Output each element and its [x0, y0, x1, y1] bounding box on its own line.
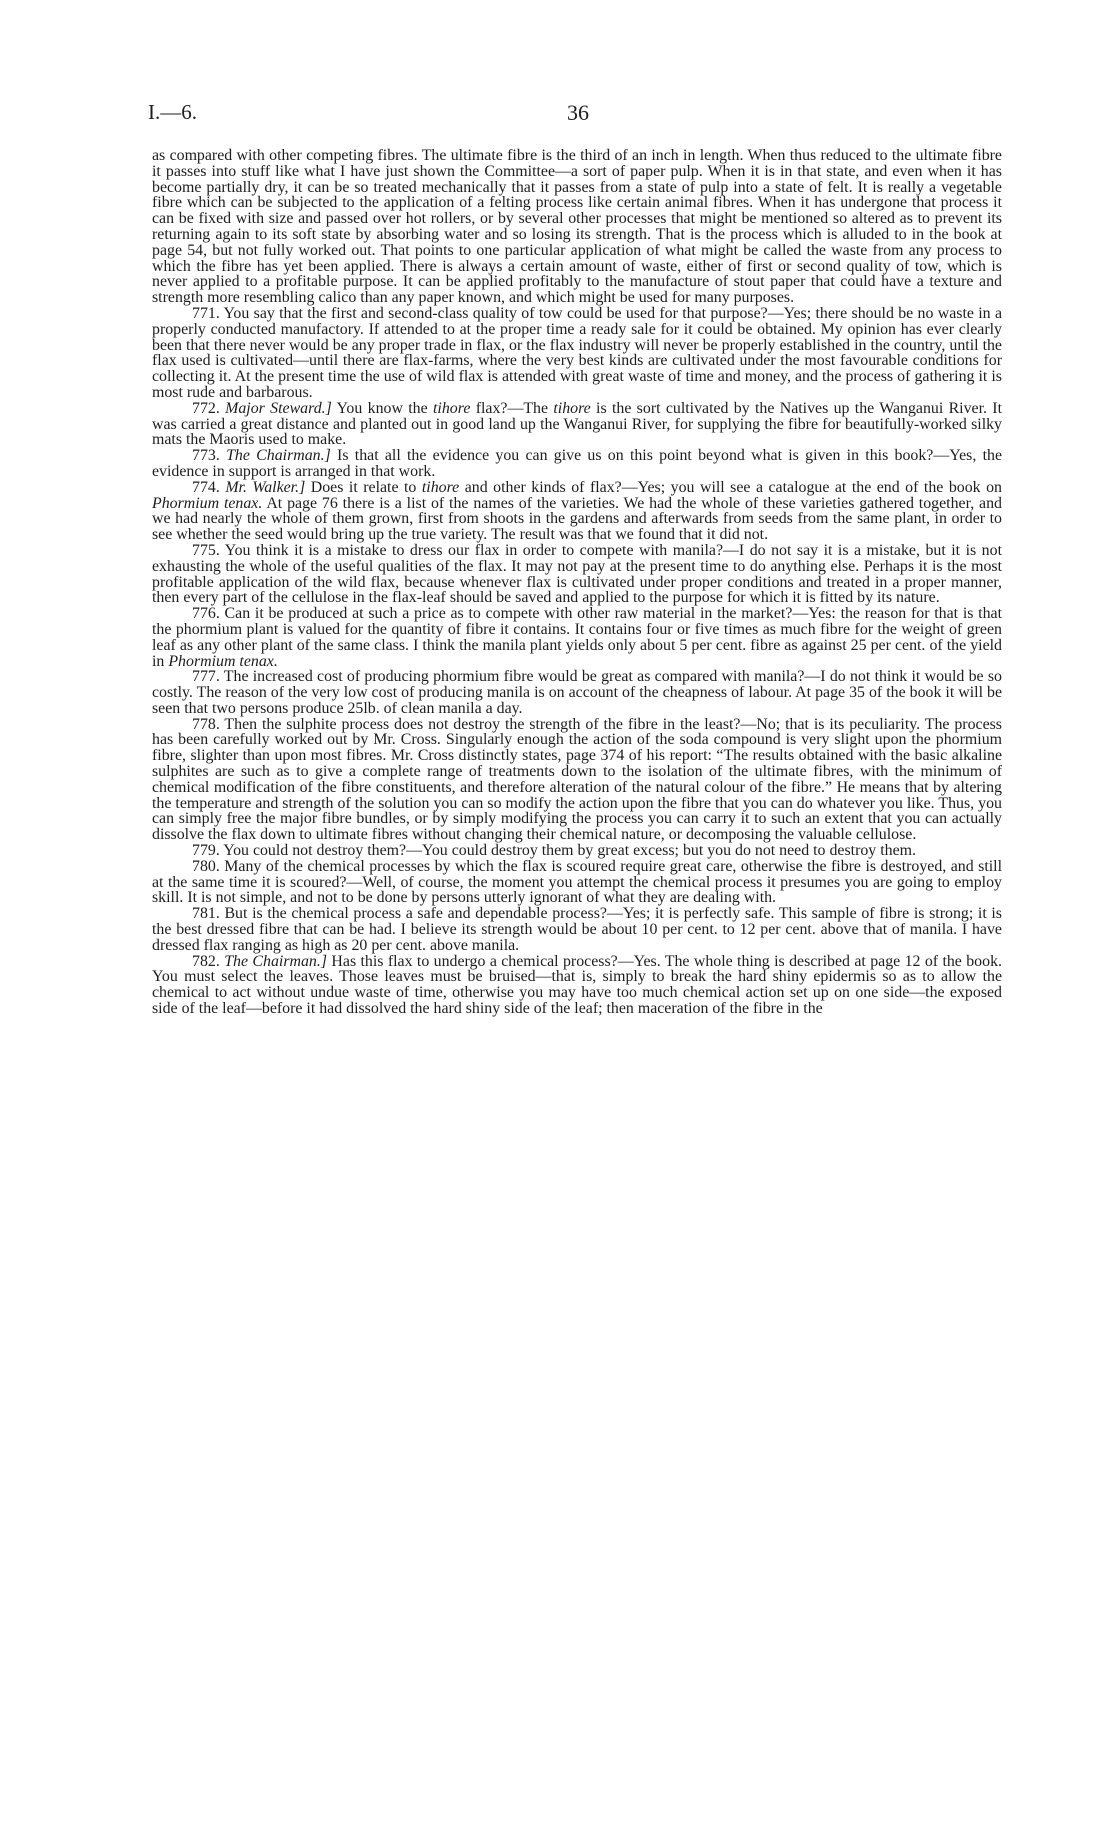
- evidence-text: [152, 148, 1002, 1017]
- speaker-label: The Chairman.]: [226, 447, 331, 465]
- paragraph-776: 776. Can it be produced at such a price as to compete with other raw material in the market?—Yes: the reason for that is that the phormium plant is valued for the quantity of fibre it contains. It contains four or five times as much fibre for the weight of green leaf as any other plant of the same class. I think the manila plant yields only about 5 per cent. fibre as against 25 per cent. of the yield in Phormium tenax.: [152, 605, 1002, 670]
- paragraph-775: 775. You think it is a mistake to dress our flax in order to compete with manila?—I do not say it is a mistake, but it is not exhausting the whole of the useful qualities of the flax. It may not pay at the present time to do anything else. Perhaps it is the most profitable application of the wild flax, because whenever flax is cultivated under proper conditions and treated in a proper manner, then every part of the cellulose in the flax-leaf should be saved and applied to the purpose for which it is fitted by its nature.: [152, 541, 1002, 607]
- paragraph-772: 772. Major Steward.] You know the tihore flax?—The tihore is the sort cultivated by the Natives up the Wanganui River. It was carried a great distance and planted out in good land up the Wanganui River, for supplying the fibre for beautifully-worked silky mats the Maoris used to make.: [152, 399, 1002, 449]
- paragraph-774: 774. Mr. Walker.] Does it relate to tihore and other kinds of flax?—Yes; you will see a catalogue at the end of the book on Phormium tenax. At page 76 there is a list of the names of the varieties. We had the whole of these varieties gathered together, and we had nearly the whole of them grown, first from shoots in the gardens and afterwards from seeds from the same plant, in order to see whether the seed would bring up the true variety. The result was that we found that it did not.: [152, 478, 1002, 544]
- document-reference: I.—6.: [148, 100, 197, 124]
- paragraph-777: 777. The increased cost of producing phormium fibre would be great as compared with manila?—I do not think it would be so costly. The reason of the very low cost of producing manila is on account of the cheapness of labour. At page 35 of the book it will be seen that two persons produce 25lb. of clean manila a day.: [152, 668, 1002, 717]
- paragraph-781: 781. But is the chemical process a safe and dependable process?—Yes; it is perfectly safe. This sample of fibre is strong; it is the best dressed fibre that can be had. I believe its strength would be about 10 per cent. to 12 per cent. above that of manila. I have dressed flax ranging as high as 20 per cent. above manila.: [152, 905, 1002, 954]
- paragraph-771: 771. You say that the first and second-class quality of tow could be used for that purpose?—Yes; there should be no waste in a properly conducted manufactory. If attended to at the proper time a ready sale for it could be obtained. My opinion has ever clearly been that there never would be any proper trade in flax, or the flax industry will never be properly established in the country, until the flax used is cultivated—until there are flax-farms, where the very best kinds are cultivated under the most favourable conditions for collecting it. At the present time the use of wild flax is attended with great waste of time and money, and the process of gathering it is most rude and barbarous.: [152, 304, 1002, 401]
- speaker-label: The Chairman.]: [224, 952, 328, 970]
- speaker-label: Mr. Walker.]: [225, 478, 306, 496]
- paragraph-780: 780. Many of the chemical processes by which the flax is scoured require great care, otherwise the fibre is destroyed, and still at the same time it is scoured?—Well, of course, the moment you attempt the chemical process it presumes you are going to employ skill. It is not simple, and not to be done by persons utterly ignorant of what they are dealing with.: [152, 857, 1002, 907]
- paragraph-782: 782. The Chairman.] Has this flax to undergo a chemical process?—Yes. The whole thing is described at page 12 of the book. You must select the leaves. Those leaves must be bruised—that is, simply to break the hard shiny epidermis so as to allow the chemical to act without undue waste of time, otherwise you may have too much chemical action set up on one side—the exposed side of the leaf—before it had dissolved the hard shiny side of the leaf; then maceration of the fibre in the: [152, 952, 1002, 1018]
- paragraph-773: 773. The Chairman.] Is that all the evidence you can give us on this point beyond what is given in this book?—Yes, the evidence in support is arranged in that work.: [152, 447, 1003, 480]
- page-number: 36: [567, 100, 589, 125]
- page-header: [148, 100, 1008, 134]
- speaker-label: Major Steward.]: [225, 399, 332, 417]
- paragraph-continuation: as compared with other competing fibres. The ultimate fibre is the third of an inch in length. When thus reduced to the ultimate fibre it passes into stuff like what I have just shown the Committee—a sort of paper pulp. When it is in that state, and even when it has become partially dry, it can be so treated mechanically that it passes from a state of pulp into a state of felt. It is really a vegetable fibre which can be subjected to the application of a felting process like certain animal fibres. When it has undergone that process it can be fixed with size and passed over hot rollers, or by several other processes that might be mentioned so altered as to prevent its returning again to its soft state by absorbing water and so losing its strength. That is the process which is alluded to in the book at page 54, but not fully worked out. That points to one particular application of what might be called the waste from any process to which the fibre has yet been applied. There is always a certain amount of waste, either of first or second quality of tow, which is never applied to a profitable purpose. It can be applied profitably to the manufacture of stout paper that could have a texture and strength more resembling calico than any paper known, and which might be used for many purposes.: [152, 147, 1002, 307]
- paragraph-778: 778. Then the sulphite process does not destroy the strength of the fibre in the least?—No; that is its peculiarity. The process has been carefully worked out by Mr. Cross. Singularly enough the action of the soda compound is very slight upon the phormium fibre, slighter than upon most fibres. Mr. Cross distinctly states, page 374 of his report: “The results obtained with the basic alkaline sulphites are such as to give a complete range of treatments down to the isolation of the ultimate fibres, with the minimum of chemical modification of the fibre constituents, and therefore alteration of the natural colour of the fibre.” He means that by altering the temperature and strength of the solution you can so modify the action upon the fibre that you can do whatever you like. Thus, you can simply free the major fibre bundles, or by simply modifying the process you can carry it to such an extent that you can actually dissolve the flax down to ultimate fibres without changing their chemical nature, or decomposing the valuable cellulose.: [152, 715, 1002, 844]
- paragraph-779: 779. You could not destroy them?—You could destroy them by great excess; but you do not need to destroy them.: [192, 842, 916, 860]
